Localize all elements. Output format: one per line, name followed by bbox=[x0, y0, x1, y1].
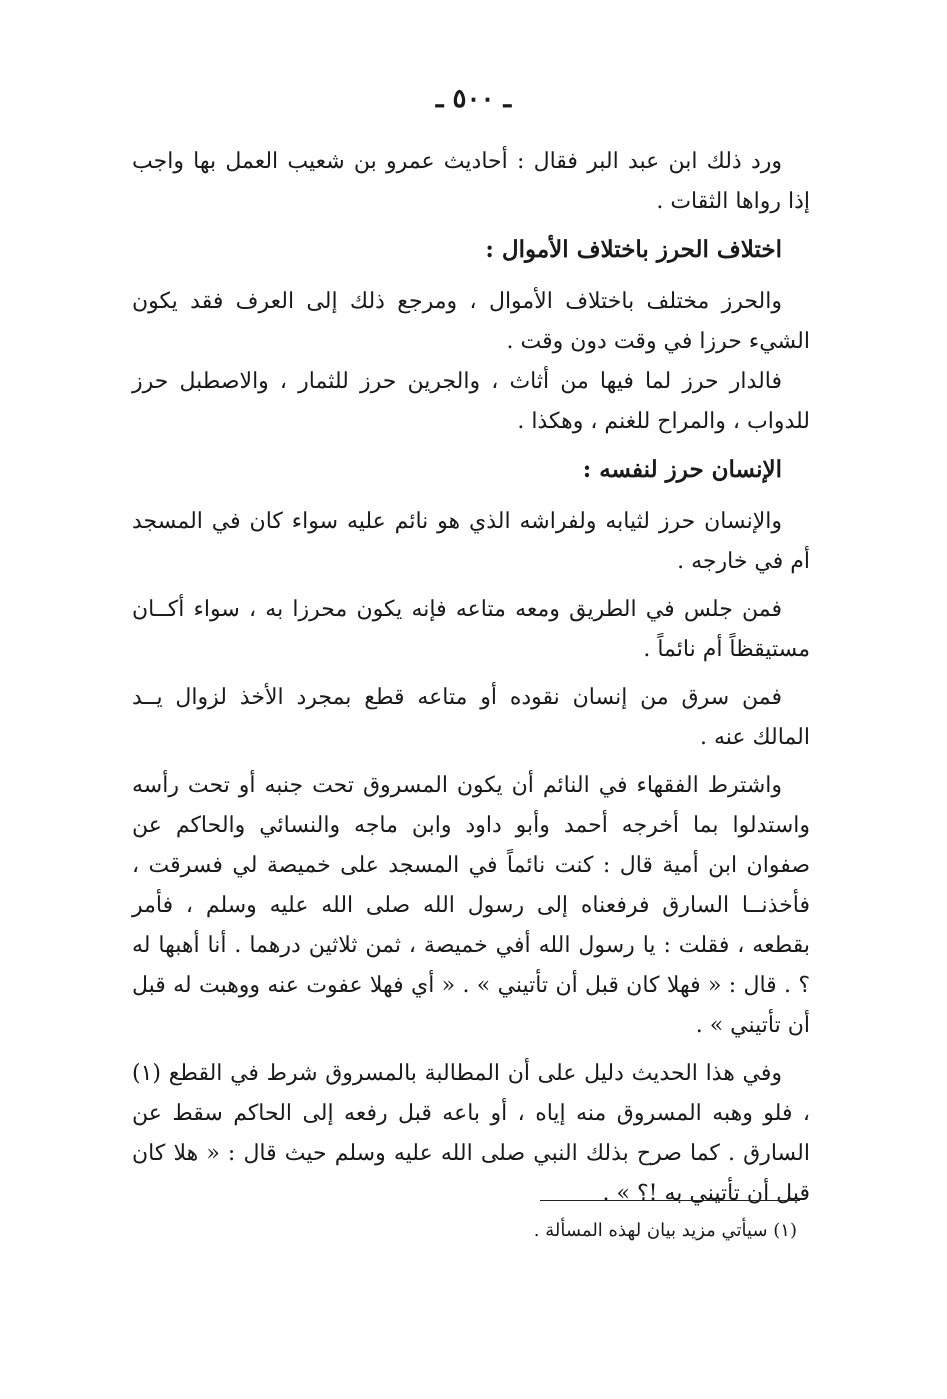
paragraph-safwan-hadith: واشترط الفقهاء في النائم أن يكون المسروق تحت جنبه أو تحت رأسه واستدلوا بما أخرجه أحمد وأبو داود وابن ماجه والنسائي والحاكم عن صفوان ابن أمية قال : كنت نائماً في المسجد على خميصة لي فسرقت ، فأخذنــا السارق فرفعناه إلى رسول الله صلى الله عليه وسلم ، فأمر بقطعه ، فقلت : يا رسول الله أفي خميصة ، ثمن ثلاثين درهما . أنا أهبها له ؟ . قال : « فهلا كان قبل أن تأتيني » . « أي فهلا عفوت عنه ووهبت له قبل أن تأتيني » . bbox=[132, 773, 811, 1038]
paragraph-theft-from-person: فمن سرق من إنسان نقوده أو متاعه قطع بمجرد الأخذ لزوال يــد المالك عنه . bbox=[132, 685, 810, 750]
heading-hirz-by-property: اختلاف الحرز باختلاف الأموال : bbox=[485, 236, 782, 263]
paragraph-ibn-abd-al-barr: ورد ذلك ابن عبد البر فقال : أحاديث عمرو بن شعيب العمل بها واجب إذا رواها الثقات . bbox=[132, 149, 810, 214]
page-number: ـ ٥٠٠ ـ bbox=[435, 84, 512, 114]
paragraph-hadith-evidence: وفي هذا الحديث دليل على أن المطالبة بالمسروق شرط في القطع (١) ، فلو وهبه المسروق منه إياه ، أو باعه قبل رفعه إلى الحاكم سقط عن السارق . كما صرح بذلك النبي صلى الله عليه وسلم حيث قال : « هلا كان قبل أن تأتيني به !؟ » . bbox=[132, 1061, 810, 1206]
paragraph-sitting-road: فمن جلس في الطريق ومعه متاعه فإنه يكون محرزا به ، سواء أكــان مستيقظاً أم نائماً . bbox=[132, 597, 810, 662]
paragraph-hirz-varies: والحرز مختلف باختلاف الأموال ، ومرجع ذلك إلى العرف فقد يكون الشيء حرزا في وقت دون وقت . bbox=[132, 289, 810, 354]
heading-person-hirz: الإنسان حرز لنفسه : bbox=[582, 456, 782, 483]
paragraph-person-clothes: والإنسان حرز لثيابه ولفراشه الذي هو نائم عليه سواء كان في المسجد أم في خارجه . bbox=[132, 509, 810, 574]
footnote: (١) سيأتي مزيد بيان لهذه المسألة . bbox=[533, 1220, 797, 1241]
footnote-divider bbox=[540, 1200, 800, 1201]
body-text bbox=[132, 142, 810, 1222]
paragraph-house-hirz: فالدار حرز لما فيها من أثاث ، والجرين حرز للثمار ، والاصطبل حرز للدواب ، والمراح للغنم ، وهكذا . bbox=[132, 369, 810, 434]
